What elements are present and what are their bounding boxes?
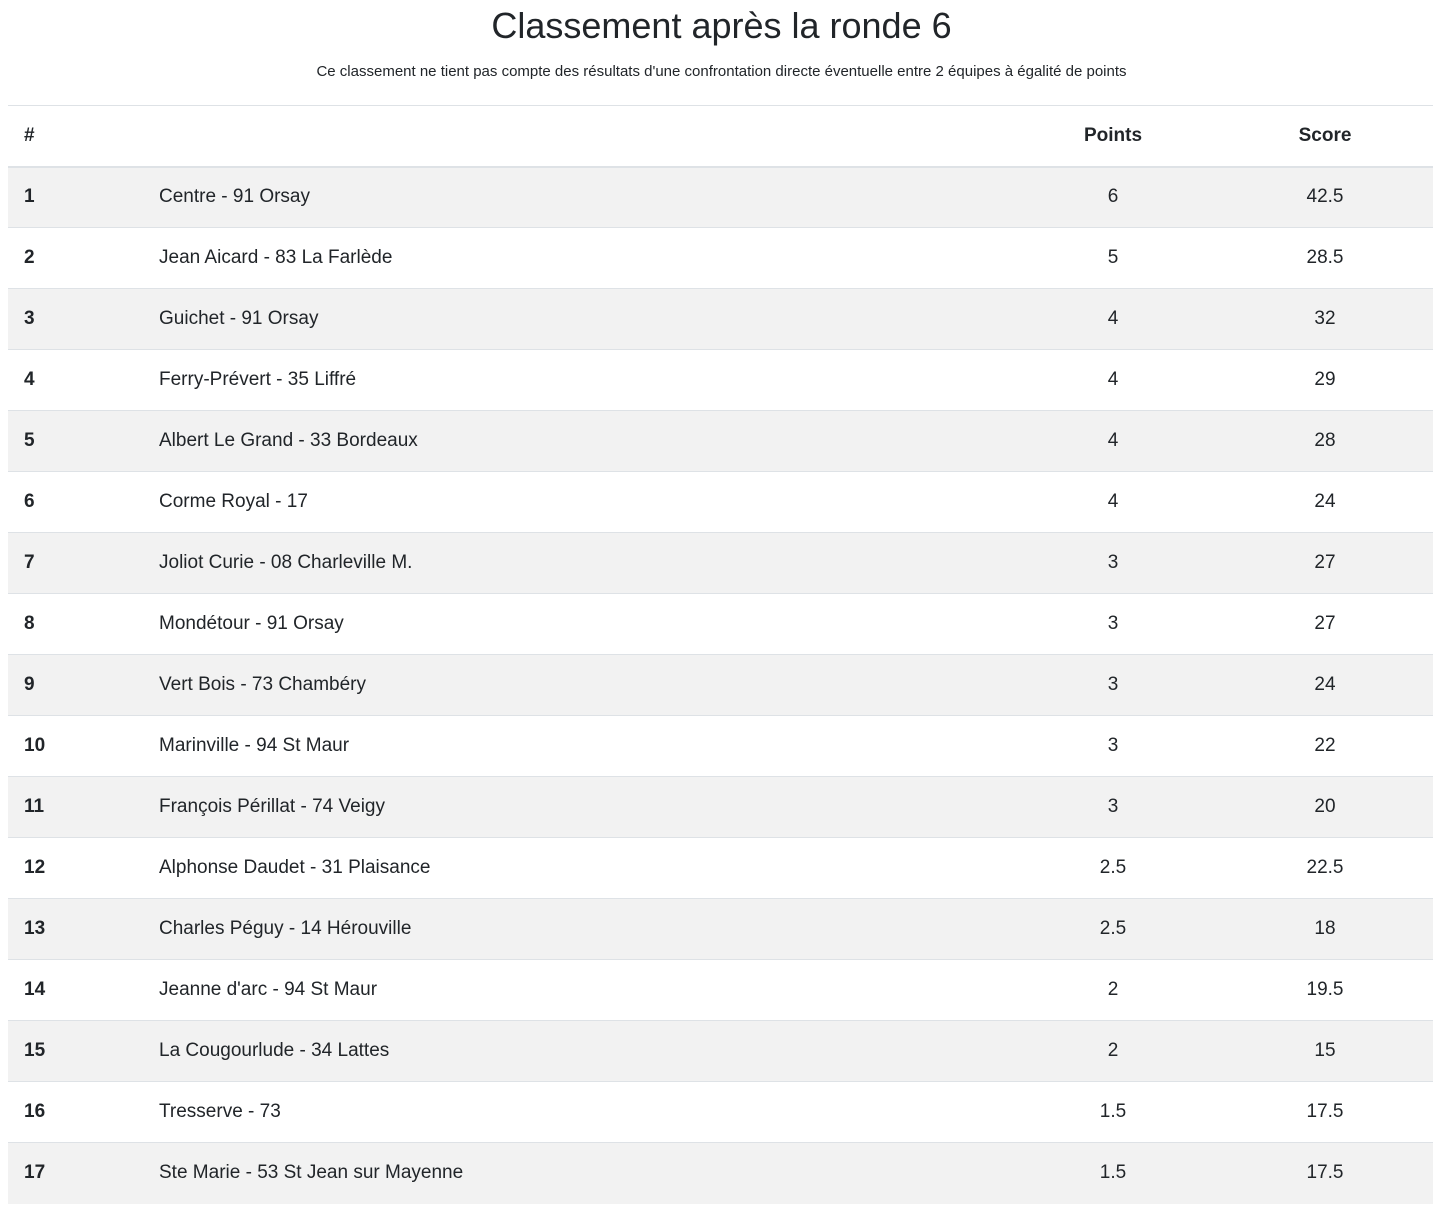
- score-cell: 24: [1217, 655, 1433, 716]
- column-header-points: Points: [1009, 106, 1217, 167]
- team-cell: Ste Marie - 53 St Jean sur Mayenne: [159, 1143, 1009, 1204]
- points-cell: 3: [1009, 777, 1217, 838]
- score-cell: 20: [1217, 777, 1433, 838]
- table-header: [8, 106, 1433, 167]
- team-cell: Jeanne d'arc - 94 St Maur: [159, 960, 1009, 1021]
- score-cell: 18: [1217, 899, 1433, 960]
- score-cell: 24: [1217, 472, 1433, 533]
- team-cell: Ferry-Prévert - 35 Liffré: [159, 350, 1009, 411]
- score-cell: 27: [1217, 594, 1433, 655]
- standings-table: [8, 105, 1433, 1204]
- table-row: [8, 594, 1433, 655]
- rank-cell: 4: [8, 350, 159, 411]
- team-cell: Albert Le Grand - 33 Bordeaux: [159, 411, 1009, 472]
- points-cell: 1.5: [1009, 1082, 1217, 1143]
- rank-cell: 5: [8, 411, 159, 472]
- column-header-team: [159, 106, 1009, 167]
- rank-cell: 8: [8, 594, 159, 655]
- page-title: Classement après la ronde 6: [491, 5, 952, 46]
- rank-cell: 11: [8, 777, 159, 838]
- score-cell: 32: [1217, 289, 1433, 350]
- page-subtitle: Ce classement ne tient pas compte des résultats d'une confrontation directe éventuelle entre 2 équipes à égalité de points: [316, 63, 1127, 80]
- table-row: [8, 960, 1433, 1021]
- points-cell: 3: [1009, 716, 1217, 777]
- team-cell: François Périllat - 74 Veigy: [159, 777, 1009, 838]
- points-cell: 4: [1009, 472, 1217, 533]
- points-cell: 4: [1009, 289, 1217, 350]
- column-header-rank: #: [8, 106, 159, 167]
- table-row: [8, 228, 1433, 289]
- score-cell: 27: [1217, 533, 1433, 594]
- table-row: [8, 1143, 1433, 1204]
- points-cell: 1.5: [1009, 1143, 1217, 1204]
- team-cell: Joliot Curie - 08 Charleville M.: [159, 533, 1009, 594]
- score-cell: 42.5: [1217, 167, 1433, 228]
- rank-cell: 13: [8, 899, 159, 960]
- table-row: [8, 1021, 1433, 1082]
- points-cell: 3: [1009, 655, 1217, 716]
- team-cell: Alphonse Daudet - 31 Plaisance: [159, 838, 1009, 899]
- rank-cell: 12: [8, 838, 159, 899]
- score-cell: 15: [1217, 1021, 1433, 1082]
- team-cell: Jean Aicard - 83 La Farlède: [159, 228, 1009, 289]
- points-cell: 2: [1009, 1021, 1217, 1082]
- rank-cell: 6: [8, 472, 159, 533]
- column-header-score: Score: [1217, 106, 1433, 167]
- table-row: [8, 411, 1433, 472]
- rank-cell: 9: [8, 655, 159, 716]
- points-cell: 2: [1009, 960, 1217, 1021]
- rank-cell: 2: [8, 228, 159, 289]
- rank-cell: 10: [8, 716, 159, 777]
- rank-cell: 16: [8, 1082, 159, 1143]
- rank-cell: 14: [8, 960, 159, 1021]
- team-cell: La Cougourlude - 34 Lattes: [159, 1021, 1009, 1082]
- rank-cell: 17: [8, 1143, 159, 1204]
- points-cell: 6: [1009, 167, 1217, 228]
- team-cell: Tresserve - 73: [159, 1082, 1009, 1143]
- score-cell: 28.5: [1217, 228, 1433, 289]
- table-row: [8, 472, 1433, 533]
- team-cell: Vert Bois - 73 Chambéry: [159, 655, 1009, 716]
- table-row: [8, 533, 1433, 594]
- points-cell: 5: [1009, 228, 1217, 289]
- score-cell: 19.5: [1217, 960, 1433, 1021]
- points-cell: 2.5: [1009, 899, 1217, 960]
- rank-cell: 15: [8, 1021, 159, 1082]
- rank-cell: 7: [8, 533, 159, 594]
- points-cell: 4: [1009, 350, 1217, 411]
- score-cell: 29: [1217, 350, 1433, 411]
- points-cell: 3: [1009, 594, 1217, 655]
- rank-cell: 3: [8, 289, 159, 350]
- table-row: [8, 655, 1433, 716]
- points-cell: 2.5: [1009, 838, 1217, 899]
- table-header-row: [8, 106, 1433, 167]
- table-row: [8, 350, 1433, 411]
- score-cell: 28: [1217, 411, 1433, 472]
- table-row: [8, 167, 1433, 228]
- table-row: [8, 899, 1433, 960]
- table-row: [8, 289, 1433, 350]
- rank-cell: 1: [8, 167, 159, 228]
- team-cell: Marinville - 94 St Maur: [159, 716, 1009, 777]
- points-cell: 4: [1009, 411, 1217, 472]
- team-cell: Centre - 91 Orsay: [159, 167, 1009, 228]
- score-cell: 22: [1217, 716, 1433, 777]
- table-row: [8, 716, 1433, 777]
- score-cell: 17.5: [1217, 1143, 1433, 1204]
- score-cell: 22.5: [1217, 838, 1433, 899]
- team-cell: Mondétour - 91 Orsay: [159, 594, 1009, 655]
- table-row: [8, 838, 1433, 899]
- score-cell: 17.5: [1217, 1082, 1433, 1143]
- team-cell: Corme Royal - 17: [159, 472, 1009, 533]
- points-cell: 3: [1009, 533, 1217, 594]
- team-cell: Charles Péguy - 14 Hérouville: [159, 899, 1009, 960]
- table-row: [8, 777, 1433, 838]
- team-cell: Guichet - 91 Orsay: [159, 289, 1009, 350]
- standings-table-container: [8, 105, 1433, 1204]
- table-row: [8, 1082, 1433, 1143]
- table-body: [8, 167, 1433, 1204]
